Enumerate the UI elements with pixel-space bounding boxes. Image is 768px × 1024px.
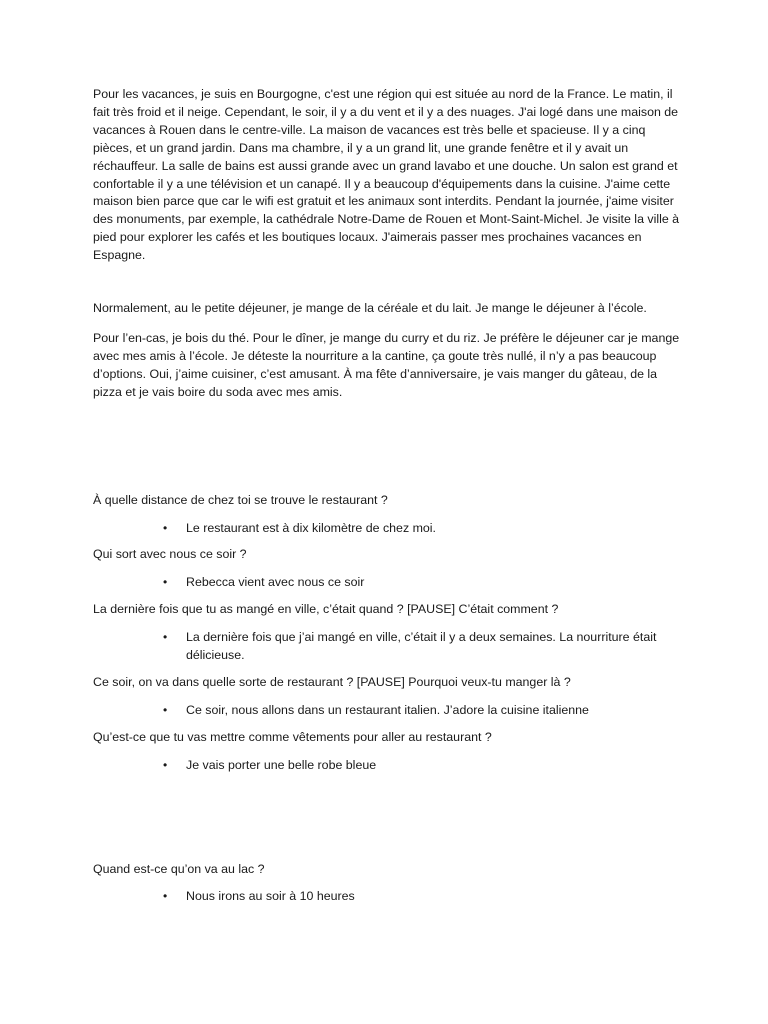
answer-5 (93, 757, 683, 775)
question-2: Qui sort avec nous ce soir ? (93, 547, 247, 562)
bullet-icon: • (163, 575, 168, 590)
bullet-icon: • (163, 630, 168, 645)
paragraph-petit-dejeuner: Normalement, au le petite déjeuner, je mange de la céréale et du lait. Je mange le déjeuner à l’école. (93, 301, 647, 316)
answer-4 (93, 702, 683, 720)
answer-6 (93, 888, 683, 906)
bullet-icon: • (163, 520, 168, 535)
answer-text: Nous irons au soir à 10 heures (186, 889, 355, 904)
question-6: Quand est-ce qu’on va au lac ? (93, 861, 265, 876)
answer-text: Je vais porter une belle robe bleue (186, 757, 377, 772)
document-page (93, 86, 683, 906)
question-5: Qu’est-ce que tu vas mettre comme vêtements pour aller au restaurant ? (93, 729, 492, 744)
answer-text: Rebecca vient avec nous ce soir (186, 575, 365, 590)
bullet-icon: • (163, 757, 168, 772)
question-3: La dernière fois que tu as mangé en ville, c’était quand ? [PAUSE] C’était comment ? (93, 602, 559, 617)
question-1: À quelle distance de chez toi se trouve le restaurant ? (93, 492, 388, 507)
paragraph-vacances: Pour les vacances, je suis en Bourgogne, c'est une région qui est située au nord de la France. Le matin, il fait très froid et il neige. Cependant, le soir, il y a du vent et il y a des nuages. J'ai logé dans une maison de vacances à Rouen dans le centre-ville. La maison de vacances est très belle et spacieuse. Il y a cinq pièces, et un grand jardin. Dans ma chambre, il y a un grand lit, une grande fenêtre et il y avait un réchauffeur. La salle de bains est aussi grande avec un grand lavabo et une douche. Un salon est grand et confortable il y a une télévision et un canapé. Il y a beaucoup d'équipements dans la cuisine. J'aime cette maison bien parce que car le wifi est gratuit et les animaux sont interdits. Pendant la journée, j'aime visiter des monuments, par exemple, la cathédrale Notre-Dame de Rouen et Mont-Saint-Michel. Je visite la ville à pied pour explorer les cafés et les boutiques locaux. J'aimerais passer mes prochaines vacances en Espagne. (93, 87, 680, 263)
qa-list (93, 492, 683, 907)
paragraph-repas: Pour l’en-cas, je bois du thé. Pour le dîner, je mange du curry et du riz. Je préfère le déjeuner car je mange avec mes amis à l’école. Je déteste la nourriture a la cantine, ça goute très nullé, il n’y a pas beaucoup d’options. Oui, j’aime cuisiner, c’est amusant. À ma fête d’anniversaire, je vais manger du gâteau, de la pizza et je vais boire du soda avec mes amis. (93, 330, 680, 399)
answer-text: La dernière fois que j’ai mangé en ville, c’était il y a deux semaines. La nourriture était délicieuse. (186, 630, 657, 663)
answer-3 (93, 629, 683, 665)
answer-text: Ce soir, nous allons dans un restaurant italien. J’adore la cuisine italienne (186, 702, 589, 717)
answer-1 (93, 520, 683, 538)
answer-2 (93, 574, 683, 592)
bullet-icon: • (163, 889, 168, 904)
answer-text: Le restaurant est à dix kilomètre de chez moi. (186, 520, 436, 535)
question-4: Ce soir, on va dans quelle sorte de restaurant ? [PAUSE] Pourquoi veux-tu manger là ? (93, 674, 571, 689)
bullet-icon: • (163, 702, 168, 717)
